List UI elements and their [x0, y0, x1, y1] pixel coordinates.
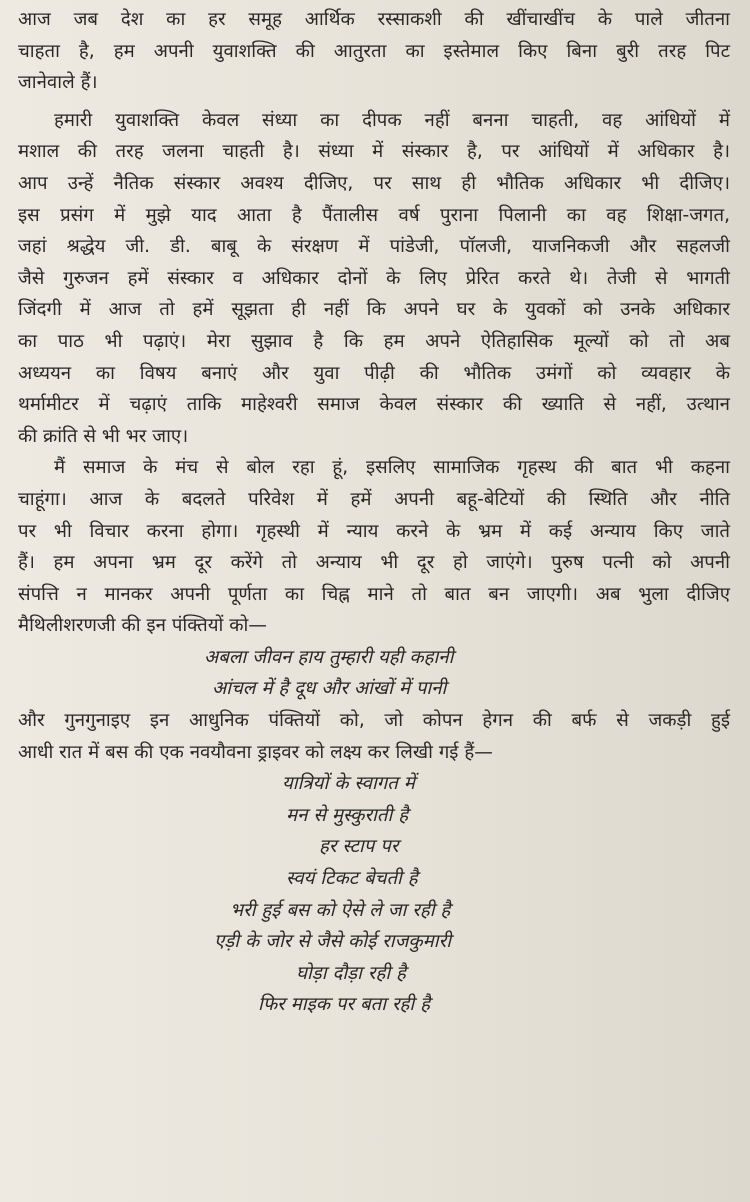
- text-line: जानेवाले हैं।: [18, 72, 98, 94]
- text-line: जहां श्रद्धेय जी. डी. बाबू के संरक्षण में पांडेजी, पॉलजी, याजनिकजी और सहलजी: [18, 236, 730, 258]
- text-line: पर भी विचार करना होगा। गृहस्थी में न्याय करने के भ्रम में कई अन्याय किए जाते: [18, 520, 730, 542]
- text-line: चाहूंगा। आज के बदलते परिवेश में हमें अपनी बहू-बेटियों की स्थिति और नीति: [18, 488, 730, 510]
- text-line: जिंदगी में आज तो हमें सूझता ही नहीं कि अपने घर के युवकों को उनके अधिकार: [18, 299, 730, 321]
- text-line: मैथिलीशरणजी की इन पंक्तियों को—: [18, 615, 267, 637]
- text-line: इस प्रसंग में मुझे याद आता है पैंतालीस वर्ष पुराना पिलानी का वह शिक्षा-जगत,: [18, 204, 730, 226]
- text-line: की क्रांति से भी भर जाए।: [18, 425, 189, 447]
- paragraph-2: [18, 105, 730, 453]
- poem-line: यात्रियों के स्वागत में: [282, 773, 415, 795]
- text-line: मैं समाज के मंच से बोल रहा हूं, इसलिए सामाजिक गृहस्थ की बात भी कहना: [54, 457, 730, 479]
- text-line: संपत्ति न मानकर अपनी पूर्णता का चिह्न माने तो बात बन जाएगी। अब भुला दीजिए: [18, 583, 730, 605]
- text-line: मशाल की तरह जलना चाहती है। संध्या में संस्कार है, पर आंधियों में अधिकार है।: [18, 141, 730, 163]
- text-line: जैसे गुरुजन हमें संस्कार व अधिकार दोनों के लिए प्रेरित करते थे। तेजी से भागती: [18, 267, 730, 289]
- text-line: चाहता है, हम अपनी युवाशक्ति की आतुरता का इस्तेमाल किए बिना बुरी तरह पिट: [18, 40, 730, 62]
- text-line: आधी रात में बस की एक नवयौवना ड्राइवर को लक्ष्य कर लिखी गई हैं—: [18, 741, 493, 763]
- text-line: अध्ययन का विषय बनाएं और युवा पीढ़ी की भौतिक उमंगों को व्यवहार के: [18, 362, 730, 384]
- paragraph-1: [18, 4, 730, 99]
- poem-line: फिर माइक पर बता रही है: [258, 994, 431, 1016]
- poem-line: अबला जीवन हाय तुम्हारी यही कहानी: [204, 646, 454, 668]
- poem-line: मन से मुस्कुराती है: [286, 804, 409, 826]
- text-line: आप उन्हें नैतिक संस्कार अवश्य दीजिए, पर साथ ही भौतिक अधिकार भी दीजिए।: [18, 172, 730, 194]
- poem-line: हर स्टाप पर: [319, 836, 399, 858]
- poem-quote-1: [18, 642, 730, 705]
- text-line: और गुनगुनाइए इन आधुनिक पंक्तियों को, जो कोपन हेगन की बर्फ से जकड़ी हुई: [18, 710, 730, 732]
- text-line: थर्मामीटर में चढ़ाएं ताकि माहेश्वरी समाज केवल संस्कार की ख्याति से नहीं, उत्थान: [18, 394, 730, 416]
- text-line: का पाठ भी पढ़ाएं। मेरा सुझाव है कि हम अपने ऐतिहासिक मूल्यों को तो अब: [18, 330, 730, 352]
- poem-line: भरी हुई बस को ऐसे ले जा रही है: [230, 899, 451, 921]
- poem-line: आंचल में है दूध और आंखों में पानी: [212, 678, 447, 700]
- poem-line: स्वयं टिकट बेचती है: [286, 868, 418, 890]
- poem-line: घोड़ा दौड़ा रही है: [296, 962, 406, 984]
- paragraph-3: [18, 452, 730, 642]
- text-line: हमारी युवाशक्ति केवल संध्या का दीपक नहीं बनना चाहती, वह आंधियों में: [54, 109, 730, 131]
- text-line: हैं। हम अपना भ्रम दूर करेंगे तो अन्याय भी दूर हो जाएंगे। पुरुष पत्नी को अपनी: [18, 552, 730, 574]
- paragraph-4: [18, 705, 730, 768]
- poem-line: एड़ी के जोर से जैसे कोई राजकुमारी: [214, 931, 452, 953]
- poem-quote-2: [18, 768, 730, 1021]
- text-line: आज जब देश का हर समूह आर्थिक रस्साकशी की खींचाखींच के पाले जीतना: [18, 9, 730, 30]
